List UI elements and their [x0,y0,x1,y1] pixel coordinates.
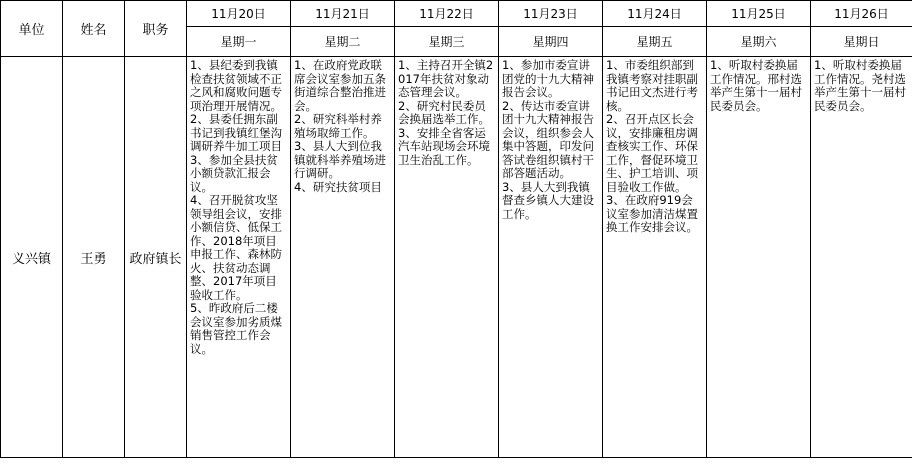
task-item: 4、研究扶贫项目 [294,179,382,194]
task-cell-thu [499,57,603,458]
header-unit: 单位 [1,1,63,57]
task-cell-wed [395,57,499,458]
weekday-header-cell: 星期五 [603,27,707,57]
date-header-row [1,1,912,27]
date-header-cell: 11月22日 [395,1,499,27]
weekday-header-cell: 星期三 [395,27,499,57]
task-cell-tue [291,57,395,458]
position-cell: 政府镇长 [125,57,187,458]
date-header-cell: 11月25日 [707,1,811,27]
date-header-cell: 11月26日 [811,1,912,27]
task-item: 2、研究科举村养殖场取缔工作。 [294,112,382,140]
task-item: 1、县纪委到我镇检查扶贫领域不正之风和腐败问题专项治理开展情况。 [190,58,282,113]
header-position: 职务 [125,1,187,57]
task-item: 2、召开点区长会议，安排廉租房调查核实工作、环保工作，督促环境卫生、护工培训、项目验收工作做。 [606,112,698,194]
task-item: 3、县人大到我镇督查乡镇人大建设工作。 [502,179,594,221]
table-row [1,57,912,458]
date-header-cell: 11月23日 [499,1,603,27]
task-item: 4、召开脱贫攻坚领导组会议，安排小额信贷、低保工作、2018年项目申报工作、森林防火、扶贫动态调整、2017年项目验收工作。 [190,193,282,302]
task-item: 1、参加市委宣讲团党的十九大精神报告会议。 [502,58,594,99]
date-header-cell: 11月21日 [291,1,395,27]
task-item: 2、研究村民委员会换届选举工作。 [398,98,490,126]
task-cell-fri [603,57,707,458]
weekday-header-cell: 星期一 [187,27,291,57]
date-header-cell: 11月20日 [187,1,291,27]
task-item: 2、传达市委宣讲团十九大精神报告会议，组织参会人集中答题，印发问答试卷组织镇村干部答题活动。 [502,98,594,180]
task-item: 3、安排全省客运汽车站现场会环境卫生治乱工作。 [398,125,490,167]
task-item: 5、昨政府后二楼会议室参加劣质煤销售管控工作会议。 [190,301,282,356]
task-item: 1、听取村委换届工作情况。邢村选举产生第十一届村民委员会。 [710,58,802,113]
task-item: 1、主持召开全镇2017年扶贫对象动态管理会议。 [398,58,494,99]
task-item: 2、县委任拥东副书记到我镇红堡沟调研养牛加工项目 [190,112,282,153]
task-item: 3、参加全县扶贫小额贷款汇报会议。 [190,152,278,194]
weekday-header-cell: 星期二 [291,27,395,57]
name-cell: 王勇 [63,57,125,458]
weekday-header-cell: 星期六 [707,27,811,57]
weekday-header-cell: 星期日 [811,27,912,57]
task-cell-sat [707,57,811,458]
task-item: 3、县人大到位我镇就科举养殖场进行调研。 [294,139,386,180]
date-header-cell: 11月24日 [603,1,707,27]
task-item: 3、在政府919会议室参加清洁煤置换工作安排会议。 [606,193,698,234]
task-item: 1、市委组织部到我镇考察对挂职副书记田文杰进行考核。 [606,58,698,113]
header-name: 姓名 [63,1,125,57]
weekday-header-cell: 星期四 [499,27,603,57]
task-cell-mon [187,57,291,458]
task-item: 1、在政府党政联席会议室参加五条街道综合整治推进会。 [294,58,386,113]
unit-cell: 义兴镇 [1,57,63,458]
task-item: 1、听取村委换届工作情况。尧村选举产生第十一届村民委员会。 [814,58,906,113]
task-cell-sun [811,57,912,458]
